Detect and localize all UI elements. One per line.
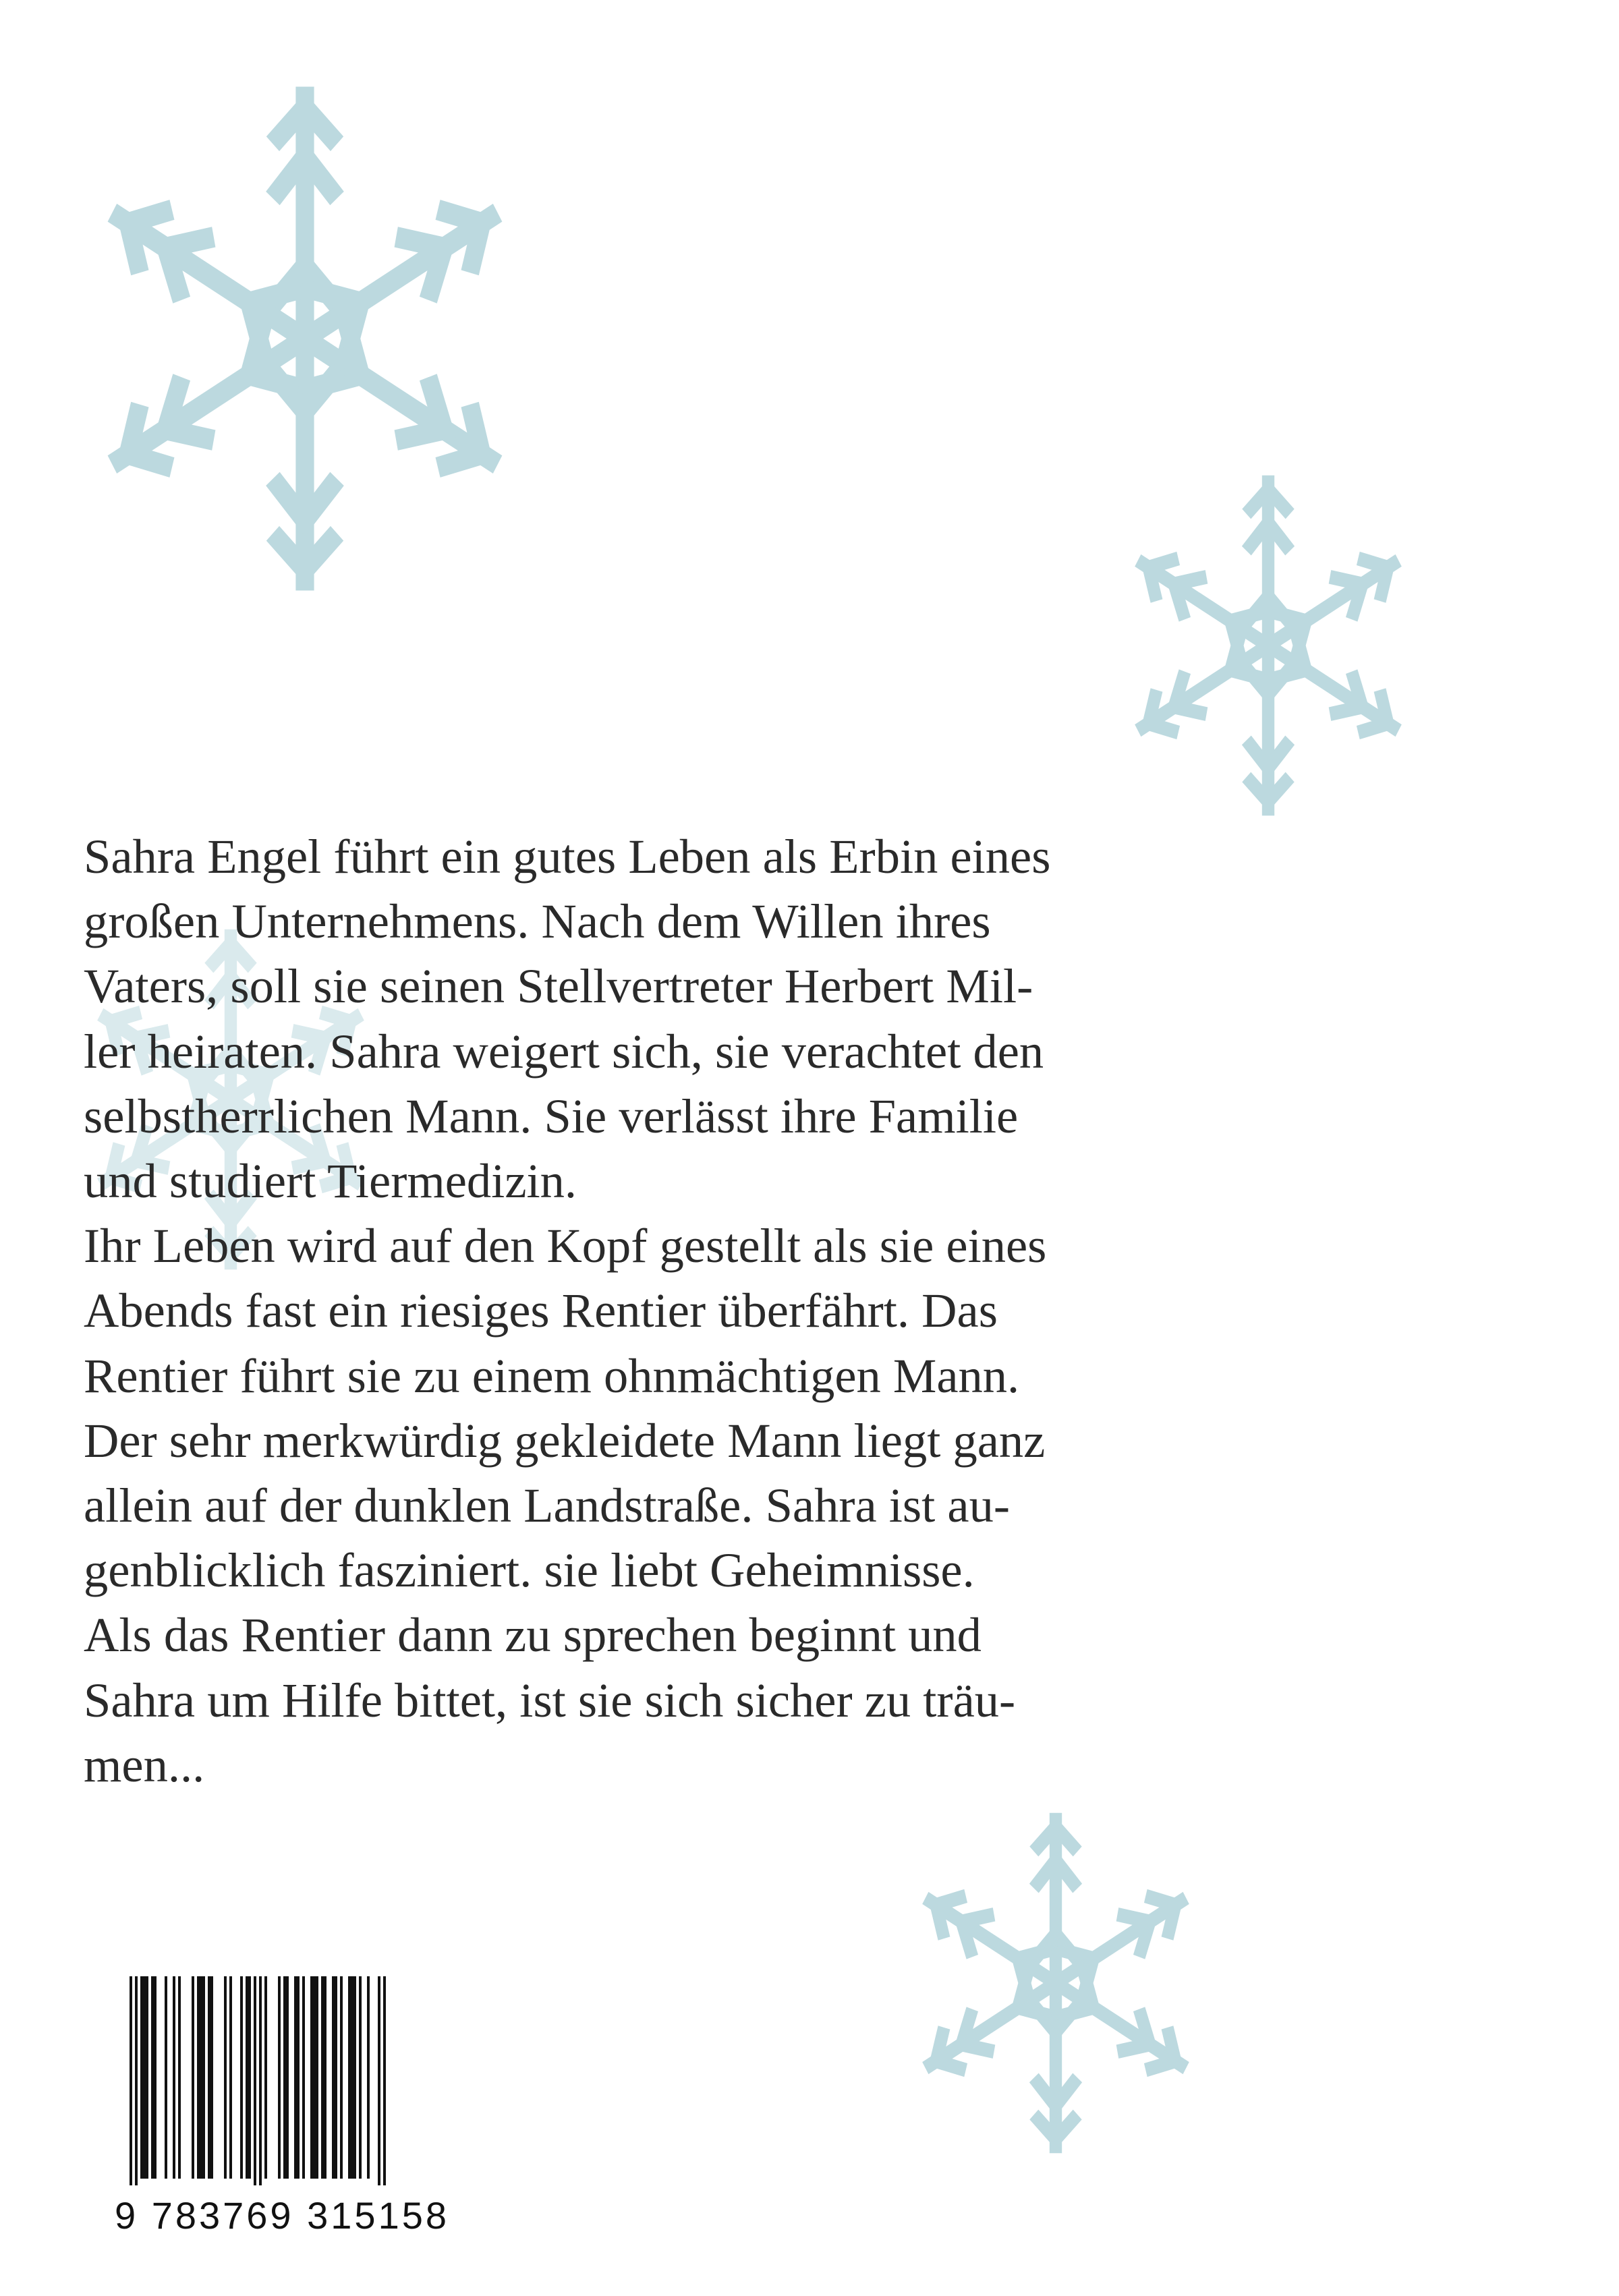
barcode-bar: [254, 1976, 256, 2185]
barcode-bar: [259, 1976, 262, 2185]
barcode-bar: [378, 1976, 380, 2185]
blurb-line: großen Unternehmens. Nach dem Willen ihres: [84, 894, 991, 949]
isbn-number: 9 783769 315158: [115, 2194, 449, 2237]
blurb-line: Der sehr merkwürdig gekleidete Mann liegt ganz: [84, 1412, 1046, 1468]
barcode-bar: [197, 1976, 205, 2179]
blurb-line: Ihr Leben wird auf den Kopf gestellt als sie eines: [84, 1218, 1047, 1273]
barcode-bar: [359, 1976, 362, 2179]
barcode-bar: [151, 1976, 157, 2179]
blurb-line: allein auf der dunklen Landstraße. Sahra ist au-: [84, 1478, 1010, 1533]
barcode-bar: [340, 1976, 343, 2179]
barcode-bar: [332, 1976, 337, 2179]
blurb-text: [84, 824, 1163, 1798]
barcode-bar: [348, 1976, 356, 2179]
barcode-bar: [165, 1976, 167, 2179]
barcode-bars: [115, 1976, 399, 2185]
isbn-barcode: [115, 1976, 449, 2241]
blurb-line: Vaters, soll sie seinen Stellvertreter Herbert Mil-: [84, 958, 1033, 1014]
snowflake-icon: [1113, 470, 1423, 821]
snowflake-icon: [76, 79, 534, 598]
blurb-line: men...: [84, 1737, 205, 1792]
barcode-bar: [140, 1976, 148, 2179]
snowflake-icon: [901, 1808, 1211, 2158]
barcode-bar: [192, 1976, 194, 2179]
barcode-bar: [246, 1976, 251, 2179]
barcode-bar: [302, 1976, 305, 2179]
blurb-line: Rentier führt sie zu einem ohnmächtigen Mann.: [84, 1348, 1020, 1403]
barcode-bar: [224, 1976, 227, 2179]
blurb-line: Sahra Engel führt ein gutes Leben als Erbin eines: [84, 829, 1051, 884]
blurb-line: Als das Rentier dann zu sprechen beginnt und: [84, 1607, 982, 1663]
barcode-bar: [178, 1976, 181, 2179]
barcode-bar: [208, 1976, 213, 2179]
barcode-bar: [310, 1976, 318, 2179]
barcode-bar: [264, 1976, 267, 2179]
blurb-line: und studiert Tiermedizin.: [84, 1153, 577, 1209]
barcode-bar: [294, 1976, 300, 2179]
barcode-bar: [383, 1976, 386, 2185]
blurb-line: selbstherrlichen Mann. Sie verlässt ihre Familie: [84, 1088, 1019, 1143]
barcode-bar: [283, 1976, 289, 2179]
barcode-bar: [229, 1976, 232, 2179]
barcode-bar: [321, 1976, 326, 2179]
blurb-line: Abends fast ein riesiges Rentier überfährt. Das: [84, 1283, 998, 1338]
blurb-line: ler heiraten. Sahra weigert sich, sie verachtet den: [84, 1023, 1044, 1079]
barcode-bar: [173, 1976, 175, 2179]
barcode-bar: [130, 1976, 132, 2185]
barcode-bar: [240, 1976, 243, 2179]
blurb-line: Sahra um Hilfe bittet, ist sie sich sicher zu träu-: [84, 1672, 1016, 1727]
blurb-line: genblicklich fasziniert. sie liebt Geheimnisse.: [84, 1543, 975, 1598]
barcode-bar: [135, 1976, 138, 2185]
barcode-bar: [367, 1976, 370, 2179]
barcode-bar: [278, 1976, 281, 2179]
